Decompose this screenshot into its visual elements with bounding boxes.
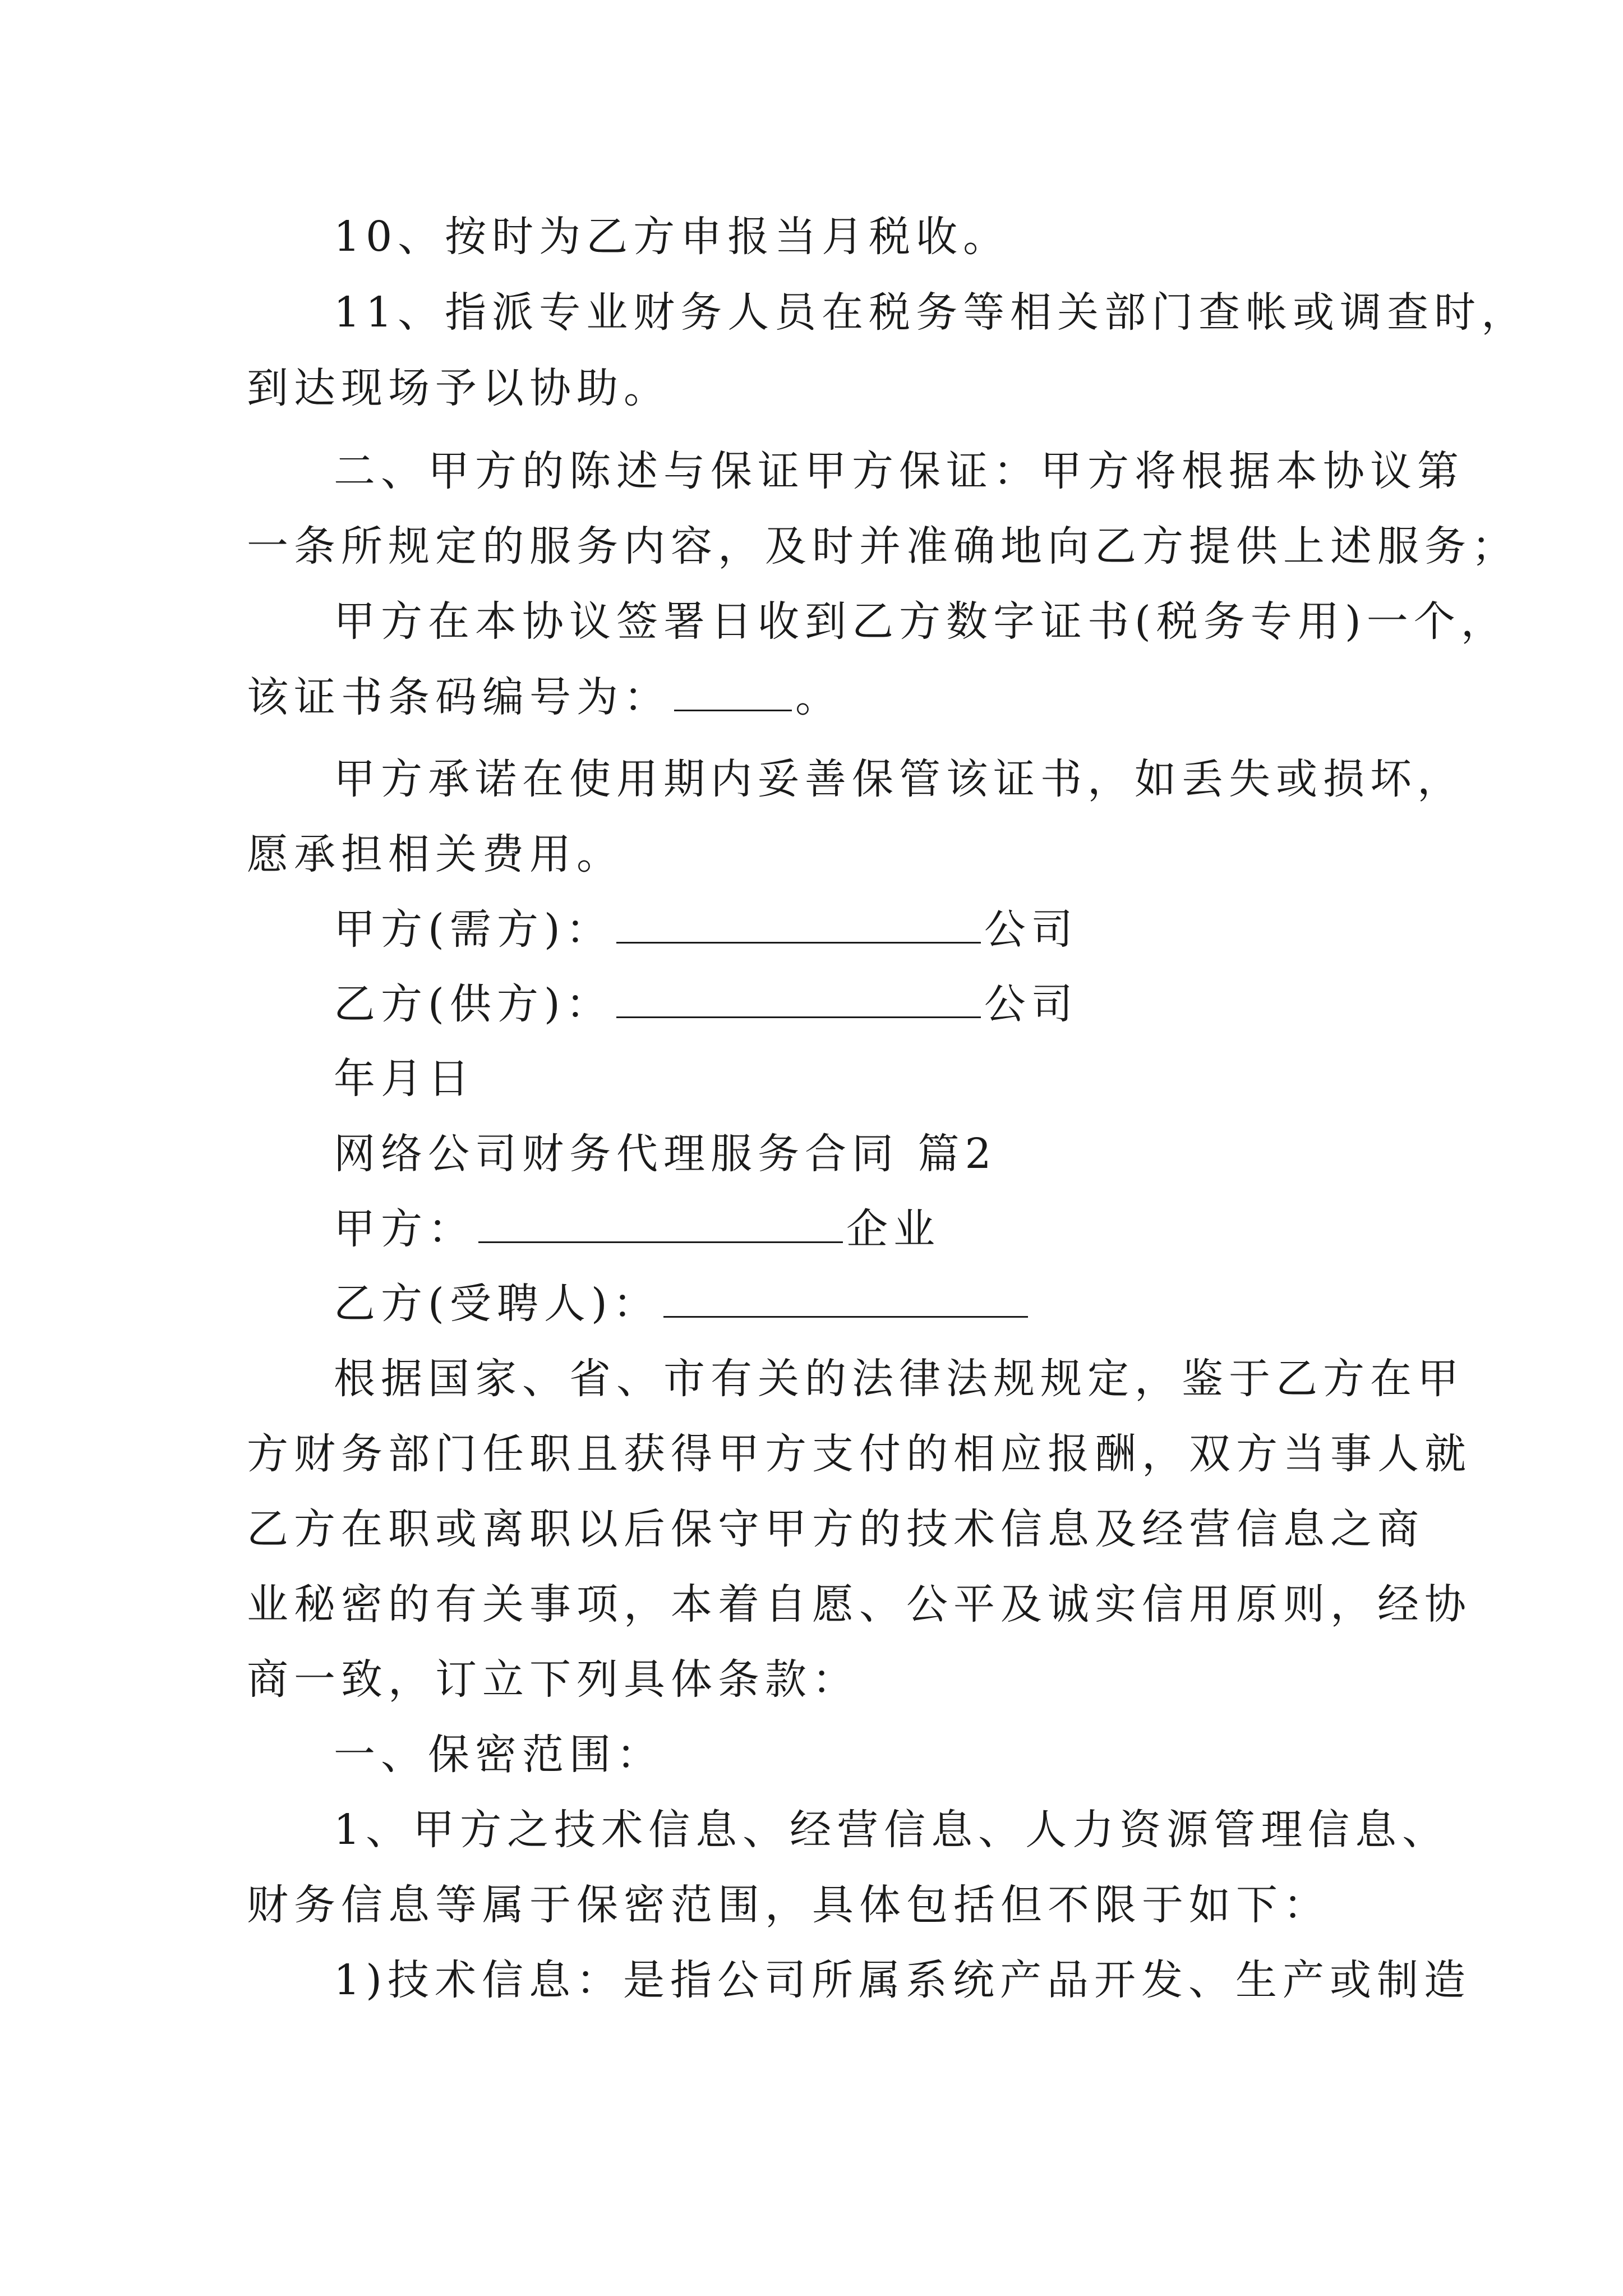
cert-number-label: 该证书条码编号为：: [247, 673, 671, 721]
paragraph-line: 1、甲方之技术信息、经营信息、人力资源管理信息、: [334, 1806, 1450, 1854]
paragraph-line: 财务信息等属于保密范围，具体包括但不限于如下：: [247, 1881, 1330, 1929]
paragraph-line: 10、按时为乙方申报当月税收。: [334, 213, 1011, 261]
party-a-demand-line: [334, 901, 1078, 958]
cert-number-suffix: 。: [795, 673, 842, 721]
paragraph-line: 乙方在职或离职以后保守甲方的技术信息及经营信息之商: [247, 1505, 1424, 1553]
paragraph-line: 11、指派专业财务人员在税务等相关部门查帐或调查时，: [334, 288, 1529, 337]
cert-number-blank: [674, 673, 792, 711]
paragraph-line: 业秘密的有关事项，本着自愿、公平及诚实信用原则，经协: [247, 1580, 1472, 1628]
party-a-enterprise-blank: [478, 1204, 843, 1243]
paragraph-line: 根据国家、省、市有关的法律法规规定，鉴于乙方在甲: [334, 1355, 1464, 1403]
paragraph-line: 甲方承诺在使用期内妥善保管该证书，如丢失或损坏，: [334, 755, 1464, 803]
party-a-enterprise-suffix: 企业: [846, 1205, 940, 1253]
party-b-employee-label: 乙方(受聘人)：: [334, 1280, 660, 1328]
paragraph-line: 甲方在本协议签署日收到乙方数字证书(税务专用)一个，: [334, 597, 1508, 646]
paragraph-line: 二、甲方的陈述与保证甲方保证：甲方将根据本协议第: [334, 447, 1464, 495]
party-b-employee-blank: [663, 1279, 1028, 1318]
party-a-enterprise-line: [334, 1201, 940, 1257]
party-b-supply-blank: [616, 979, 981, 1018]
date-line: 年月日: [334, 1055, 475, 1103]
party-a-enterprise-label: 甲方：: [334, 1205, 475, 1253]
cert-number-line: [247, 669, 842, 725]
party-a-demand-blank: [616, 905, 981, 944]
paragraph-line: 方财务部门任职且获得甲方支付的相应报酬，双方当事人就: [247, 1430, 1472, 1478]
paragraph-line: 到达现场予以协助。: [247, 364, 671, 412]
party-a-demand-label: 甲方(需方)：: [334, 905, 613, 954]
party-b-supply-suffix: 公司: [984, 980, 1078, 1028]
section-heading: 一、保密范围：: [334, 1731, 663, 1779]
paragraph-line: 愿承担相关费用。: [247, 830, 624, 878]
paragraph-line: 1)技术信息：是指公司所属系统产品开发、生产或制造: [334, 1956, 1471, 2004]
section-heading: 网络公司财务代理服务合同 篇2: [334, 1130, 997, 1178]
party-b-employee-line: [334, 1276, 1031, 1332]
party-b-supply-line: [334, 976, 1078, 1032]
party-a-demand-suffix: 公司: [984, 905, 1078, 954]
paragraph-line: 商一致，订立下列具体条款：: [247, 1655, 859, 1704]
party-b-supply-label: 乙方(供方)：: [334, 980, 613, 1028]
paragraph-line: 一条所规定的服务内容，及时并准确地向乙方提供上述服务；: [247, 522, 1519, 570]
